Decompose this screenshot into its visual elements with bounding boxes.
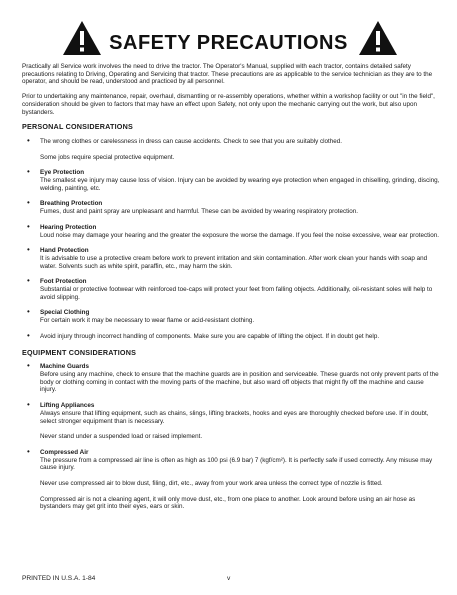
bullet: • [27,361,30,371]
item-text: Loud noise may damage your hearing and the greater the exposure the worse the damage. If you feel the noise excessive, wear ear protection. [40,231,440,239]
bullet: • [27,198,30,208]
intro-paragraph: Practically all Service work involves the need to drive the tractor. The Operator's Manual, supplied with each tractor, contains detailed safety precautions relating to Driving, Operating and Servicing that tractor. These precautions are as applicable to the service technician as they are to the operator, and should be read, understood and practiced by all personnel. [22,63,433,86]
item-extra: Never use compressed air to blow dust, filing, dirt, etc., away from your work area unless the correct type of nozzle is fitted. [40,480,383,488]
item-title: Eye Protection [40,169,85,177]
warning-triangle-icon [62,20,102,56]
item-title: Hearing Protection [40,223,97,231]
list-item [22,446,440,511]
list-item [22,221,440,239]
item-text: Always ensure that lifting equipment, such as chains, slings, lifting brackets, hooks and eyes are thoroughly checked before use. If in doubt, select stronger equipment than is necessary. [40,409,429,425]
item-text: The smallest eye injury may cause loss of vision. Injury can be avoided by wearing eye protection when engaged in chiselling, grinding, discing, welding, painting, etc. [40,177,440,192]
item-title: Breathing Protection [40,200,103,208]
item-text: For certain work it may be necessary to wear flame or acid-resistant clothing. [40,317,255,325]
list-item [22,278,440,301]
item-text: It is advisable to use a protective cream before work to prevent irritation and skin contamination. After work clean your hands with soap and water. Solvents such as white spirit, paraffin, etc., may harm the skin. [40,254,428,270]
item-text: Substantial or protective footwear with reinforced toe-caps will protect your feet from falling objects. Additionally, oil-resistant soles will help to avoid slipping. [40,286,433,301]
page-footer [22,575,440,582]
bullet: • [27,307,30,317]
item-title: Machine Guards [40,363,89,371]
item-title: Compressed Air [40,448,89,456]
list-item [22,247,440,270]
bullet: • [27,446,30,456]
bullet: • [27,400,30,410]
bullet: • [27,135,30,145]
item-text: Fumes, dust and paint spray are unpleasant and harmful. These can be avoided by wearing respiratory protection. [40,208,359,216]
warning-triangle-icon [358,20,398,56]
print-info: PRINTED IN U.S.A. 1-84 [22,575,96,582]
list-item [22,363,440,394]
item-extra: Compressed air is not a cleaning agent, it will only move dust, etc., from one place to another. Look around before using an air hose as bystanders may get grit into their eyes, ears or skin. [40,495,416,511]
item-title: Foot Protection [40,278,87,286]
list-item [22,402,440,441]
page-body [22,63,440,519]
page-number: v [227,575,231,582]
bullet: • [27,276,30,286]
list-item [22,200,440,215]
intro-paragraph: Prior to undertaking any maintenance, repair, overhaul, dismantling or re-assembly operations, whether within a workshop facility or out "in the field", consideration should be given to factors that may have an effect upon Safety, not only upon the mechanic carrying out the work, but also upon bystanders. [22,93,435,116]
bullet: • [27,221,30,231]
list-item [22,135,440,161]
page-title: SAFETY PRECAUTIONS [109,32,348,54]
item-text: The pressure from a compressed air line is often as high as 100 psi (6.9 bar) 7 (kgf/cm²). It is perfectly safe if used correctly. Any misuse may cause injury. [40,456,433,472]
section-heading-equipment: EQUIPMENT CONSIDERATIONS [22,347,137,357]
item-title: Lifting Appliances [40,402,95,410]
item-extra: Some jobs require special protective equipment. [40,153,175,161]
page-header [0,20,457,60]
section-heading-personal: PERSONAL CONSIDERATIONS [22,122,133,132]
item-text: The wrong clothes or carelessness in dress can cause accidents. Check to see that you are suitably clothed. [40,137,343,145]
bullet: • [27,245,30,255]
item-extra: Never stand under a suspended load or raised implement. [40,433,203,441]
item-title: Hand Protection [40,247,89,255]
item-title: Special Clothing [40,309,90,317]
list-item [22,309,440,324]
item-text: Before using any machine, check to ensure that the machine guards are in position and serviceable. These guards not only prevent parts of the body or clothing coming in contact with the moving parts of the machine, but also ward off objects that might fly off the machine and cause injury. [40,370,439,394]
list-item [22,330,440,341]
bullet: • [27,330,30,340]
list-item [22,169,440,192]
item-text: Avoid injury through incorrect handling of components. Make sure you are capable of lifting the object. If in doubt get help. [40,332,380,340]
bullet: • [27,167,30,177]
